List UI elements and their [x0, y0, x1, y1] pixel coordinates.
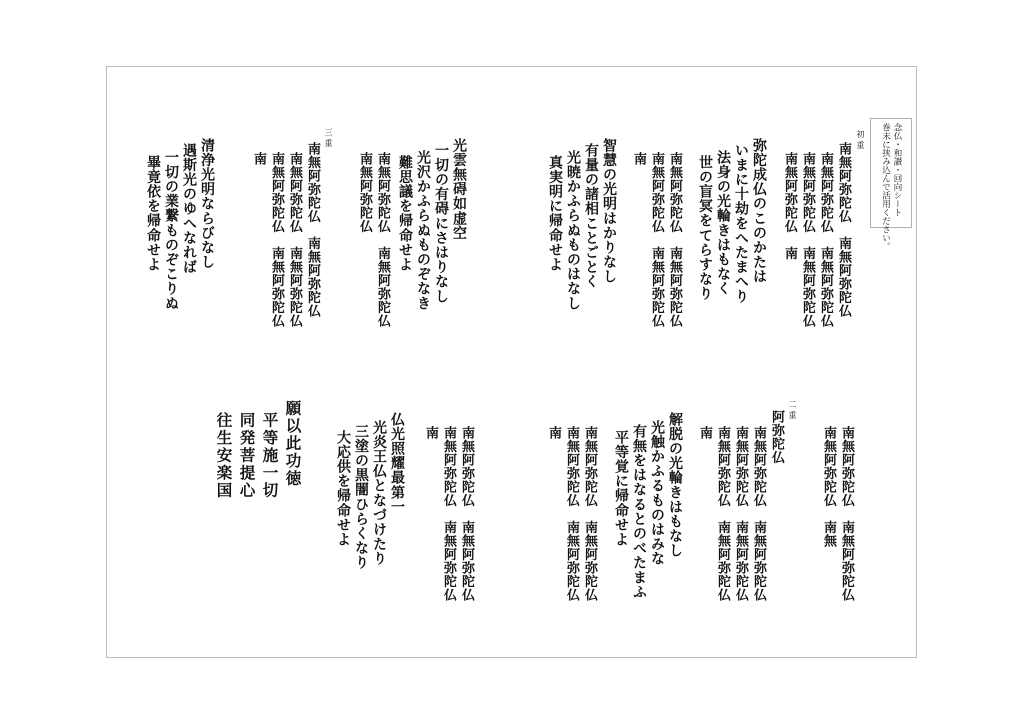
- chant-line: 南: [423, 426, 438, 440]
- chant-line: 南無阿弥陀仏 南無阿弥陀仏: [459, 426, 474, 602]
- chant-line: 南無阿弥陀仏 南無阿弥陀仏: [441, 426, 456, 602]
- wasan-line: 光暁かふらぬものはなし: [565, 150, 581, 311]
- chant-line: 南: [546, 426, 561, 440]
- wasan-line: 清浄光明ならびなし: [199, 138, 215, 270]
- chant-line: 南無阿弥陀仏 南無阿弥陀仏: [818, 152, 833, 328]
- wasan-line: いまに十劫をへたまへり: [733, 143, 749, 304]
- chant-line: 南無阿弥陀仏 南無阿弥陀仏: [649, 152, 664, 328]
- wasan-line: 遇斯光のゆへなれば: [181, 143, 197, 275]
- wasan-line: 難思議を帰命せよ: [397, 155, 413, 272]
- note-line-2: 巻末に挟み込んで活用ください。: [880, 123, 891, 251]
- chant-line: 南無阿弥陀仏 南無: [821, 426, 836, 548]
- chant-line: 南無阿弥陀仏 南無阿弥陀仏: [375, 152, 390, 328]
- chant-line: 南無阿弥陀仏 南無阿弥陀仏: [715, 426, 730, 602]
- chant-line: 南無阿弥陀仏 南無阿弥陀仏: [839, 426, 854, 602]
- chant-line: 南無阿弥陀仏 南無阿弥陀仏: [751, 426, 766, 602]
- chant-line: 南無阿弥陀仏 南無阿弥陀仏: [836, 142, 851, 318]
- wasan-line: 真実明に帰命せよ: [547, 155, 563, 272]
- eko-line: 往生安楽国: [214, 412, 234, 500]
- chant-line: 南無阿弥陀仏 南無阿弥陀仏: [269, 152, 284, 328]
- chant-line: 南無阿弥陀仏 南無阿弥陀仏: [582, 426, 597, 602]
- chant-line: 南無阿弥陀仏 南無阿弥陀仏: [667, 152, 682, 328]
- eko-line: 平等施一切: [260, 412, 280, 500]
- wasan-line: 仏光照耀最第一: [389, 412, 405, 515]
- section-label-first: 初重: [856, 130, 865, 152]
- wasan-line: 畢竟依を帰命せよ: [145, 155, 161, 272]
- chant-line: 南: [631, 152, 646, 166]
- wasan-line: 一切の業繋ものぞこりぬ: [163, 150, 179, 311]
- wasan-line: 光沢かふらぬものぞなき: [415, 150, 431, 311]
- wasan-line: 三塗の黒闇ひらくなり: [353, 424, 369, 570]
- instruction-note: [870, 118, 912, 251]
- chant-line: 南: [251, 152, 266, 166]
- wasan-line: 光触かふるものはみな: [649, 420, 665, 566]
- chant-line: 南無阿弥陀仏 南無阿弥陀仏: [287, 152, 302, 328]
- wasan-line: 有無をはなるとのべたまふ: [631, 424, 647, 600]
- wasan-line: 平等覚に帰命せよ: [613, 430, 629, 547]
- wasan-line: 解脱の光輪きはもなし: [667, 412, 683, 558]
- chant-line: 南無阿弥陀仏 南無阿弥陀仏: [564, 426, 579, 602]
- chant-line: 南無阿弥陀仏 南無阿弥陀仏: [733, 426, 748, 602]
- wasan-line: 光炎王仏となづけたり: [371, 420, 387, 566]
- chant-line: 南無阿弥陀仏 南無阿弥陀仏: [305, 142, 320, 318]
- chant-line: 南: [697, 426, 712, 440]
- note-line-1: 念仏・和讃・回向シート: [892, 123, 902, 217]
- chant-line: 阿弥陀仏: [769, 410, 784, 464]
- wasan-line: 弥陀成仏のこのかたは: [751, 138, 767, 284]
- chant-line: 南無阿弥陀仏: [357, 152, 372, 233]
- wasan-line: 大応供を帰命せよ: [335, 430, 351, 547]
- wasan-line: 一切の有碍にさはりなし: [433, 143, 449, 304]
- chant-line: 南無阿弥陀仏 南: [782, 152, 797, 260]
- wasan-line: 法身の光輪きはもなく: [715, 150, 731, 296]
- eko-line: 同発菩提心: [237, 412, 257, 500]
- section-label-third: 三重: [324, 128, 333, 150]
- section-label-second: 二重: [788, 400, 797, 422]
- wasan-line: 光雲無碍如虚空: [451, 138, 467, 241]
- wasan-line: 世の盲冥をてらすなり: [697, 155, 713, 301]
- eko-line: 願以此功徳: [283, 400, 303, 488]
- wasan-line: 有量の諸相ことごとく: [583, 143, 599, 289]
- chant-line: 南無阿弥陀仏 南無阿弥陀仏: [800, 152, 815, 328]
- wasan-line: 智慧の光明はかりなし: [601, 138, 617, 284]
